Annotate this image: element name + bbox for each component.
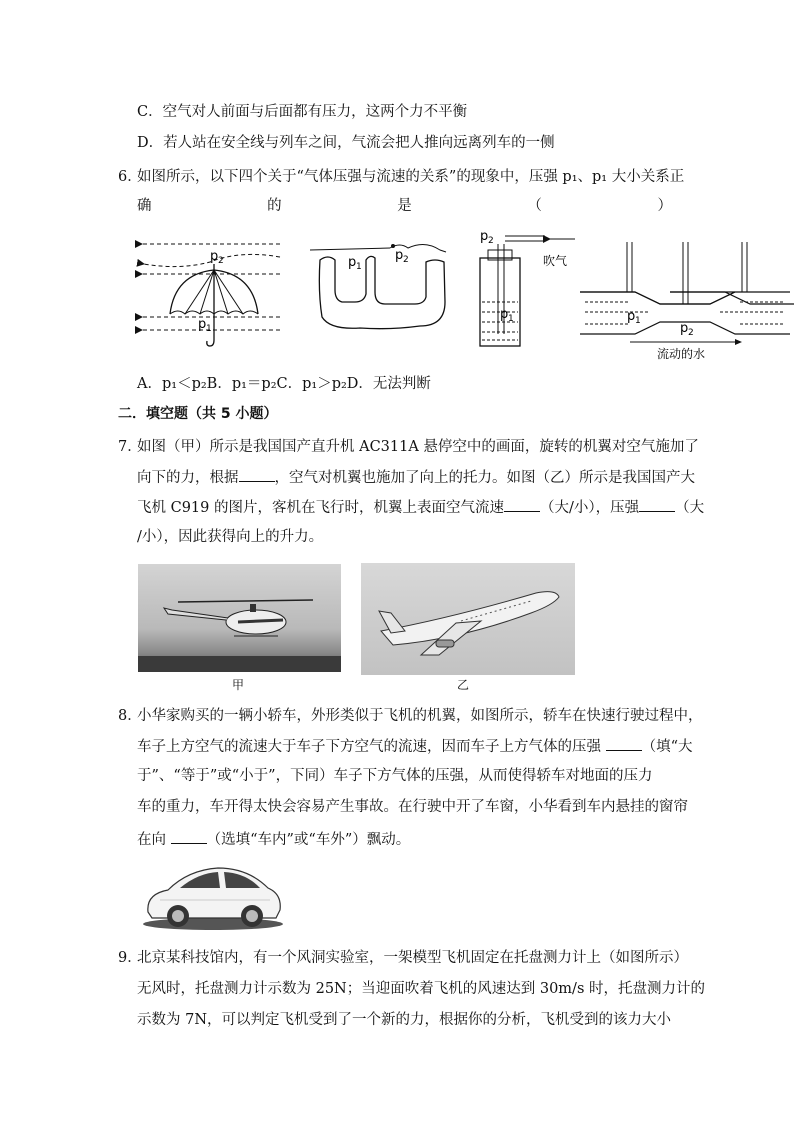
caption-yi: 乙 [457,678,470,692]
label-p1-d-sub: 1 [635,316,641,326]
label-p1-c-sub: 1 [508,314,514,324]
helicopter-photo [138,564,341,672]
q8-line2-a: 车子上方空气的流速大于车子下方空气的流速，因而车子上方气体的压强 [137,739,606,755]
q8-line5-b: （选填“车内”或“车外”）飘动。 [206,832,411,848]
q8-line5-a: 在向 [137,832,171,848]
q6-word: 是 [397,198,412,214]
label-p1-b: p [348,255,357,270]
q7-blank-1[interactable] [239,467,275,482]
label-p2-b-sub: 2 [403,255,409,265]
q7-line3-c: （大 [675,500,705,516]
q7-blank-2[interactable] [504,497,540,512]
q8-line5 [137,829,410,850]
label-p1-b-sub: 1 [356,262,362,272]
airliner-photo [361,563,575,675]
label-p2-c: p [480,229,489,244]
label-p1-d: p [627,309,636,324]
venturi-diagram [580,242,794,361]
q7-line2-a: 向下的力，根据 [137,470,239,486]
q6-line2 [137,196,672,216]
q6-word: 确 [137,198,152,214]
q9-line2: 无风时，托盘测力计示数为 25N；当迎面吹着飞机的风速达到 30m/s 时，托盘测力计的 [137,981,705,997]
q8-line1: 小华家购买的一辆小轿车，外形类似于飞机的机翼，如图所示，轿车在快速行驶过程中， [137,708,703,724]
q7-line2 [137,467,695,488]
q7-line3-a: 飞机 C919 的图片，客机在飞行时，机翼上表面空气流速 [137,500,504,516]
q5-option-d: D．若人站在安全线与列车之间，气流会把人推向远离列车的一侧 [137,135,555,151]
q6-word: ） [657,198,672,214]
label-p1-a: p [198,317,207,332]
q8-number: 8． [118,708,142,724]
label-p2-d: p [680,321,689,336]
q7-line4: /小），因此获得向上的升力。 [137,529,324,545]
label-flowing-water: 流动的水 [657,347,706,361]
q9-line3: 示数为 7N，可以判定飞机受到了一个新的力，根据你的分析，飞机受到的该力大小 [137,1012,672,1028]
q6-options: A．p₁＜p₂B．p₁＝p₂C．p₁＞p₂D．无法判断 [137,376,431,392]
label-blow: 吹气 [543,254,568,268]
label-p2-c-sub: 2 [488,236,494,246]
q8-line2-b: （填“大 [641,739,693,755]
caption-jia: 甲 [232,678,245,692]
q5-option-c: C．空气对人前面与后面都有压力，这两个力不平衡 [137,104,468,120]
q8-line3: 于”、“等于”或“小于”，下同）车子下方气体的压强，从而使得轿车对地面的压力 [137,768,653,784]
label-p2-d-sub: 2 [688,328,694,338]
q6-word: 的 [267,198,282,214]
label-p1-a-sub: 1 [206,324,212,334]
q6-figure [130,222,706,370]
q8-blank-1[interactable] [606,736,642,751]
car-illustration [140,862,286,932]
q7-blank-3[interactable] [639,497,675,512]
label-p2-a-sub: 2 [218,256,224,266]
q9-line1: 北京某科技馆内，有一个风洞实验室，一架模型飞机固定在托盘测力计上（如图所示） [137,950,688,966]
burrow-diagram [310,244,446,329]
q6-number: 6． [118,169,142,185]
q7-line2-b: ，空气对机翼也施加了向上的托力。如图（乙）所示是我国国产大 [274,470,695,486]
q8-line2 [137,736,693,757]
q7-number: 7． [118,439,142,455]
q7-line3-b: （大/小），压强 [540,500,640,516]
q8-line4: 车的重力，车开得太快会容易产生事故。在行驶中开了车窗，小华看到车内悬挂的窗帘 [137,799,688,815]
label-p1-c: p [500,307,509,322]
label-p2-a: p [210,249,219,264]
q7-line1: 如图（甲）所示是我国国产直升机 AC311A 悬停空中的画面，旋转的机翼对空气施加了 [137,439,699,455]
umbrella-diagram [142,244,280,346]
q6-line1: 如图所示，以下四个关于“气体压强与流速的关系”的现象中，压强 p₁、p₁ 大小关系正 [137,169,685,185]
q8-blank-2[interactable] [171,829,207,844]
label-p2-b: p [395,248,404,263]
q7-line3 [137,497,704,518]
bottle-diagram [480,229,575,346]
q6-word: （ [527,198,542,214]
section-title: 二．填空题（共 5 小题） [118,406,278,422]
q9-number: 9． [118,950,142,966]
